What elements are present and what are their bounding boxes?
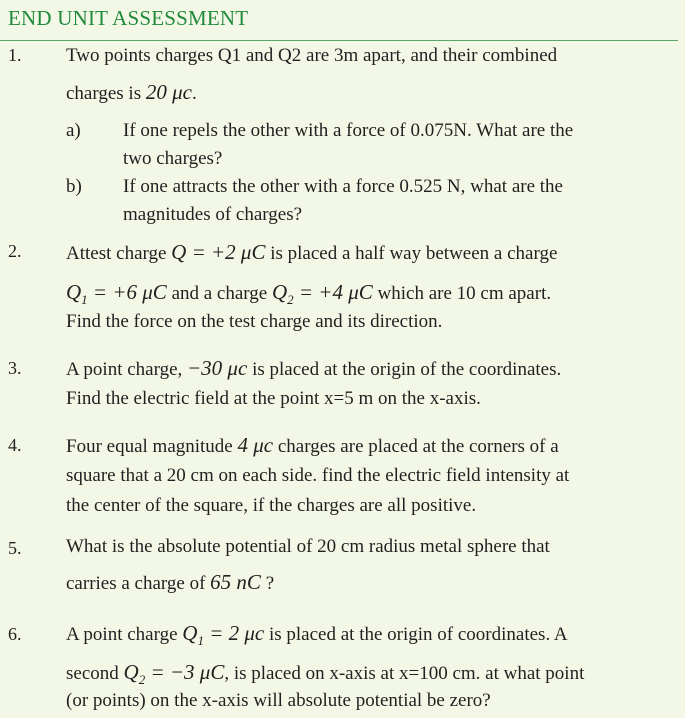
part-text: If one repels the other with a force of 0.075N. What are the xyxy=(123,120,574,141)
math-expression: 20 μc xyxy=(145,80,192,104)
math-expression: $Q_2 = -3$ μC xyxy=(123,660,225,688)
question-number: 3. xyxy=(8,358,22,378)
question-number: 6. xyxy=(8,624,22,644)
question-text-cont: Find the force on the test charge and its direction. xyxy=(66,311,443,332)
part-text-cont: two charges? xyxy=(123,148,223,169)
question-text: A point charge $Q_1 = 2$ μc is placed at the origin of coordinates. A xyxy=(66,621,568,649)
math-expression: Q = +2 μC xyxy=(171,240,266,264)
math-expression: $Q_1 = 2$ μc xyxy=(182,621,265,649)
question-text-cont: (or points) on the x-axis will absolute potential be zero? xyxy=(66,690,491,711)
math-expression: 65 nC xyxy=(210,570,261,594)
question-text-cont: $Q_1 = +6$ μC and a charge $Q_2 = +4$ μC which are 10 cm apart. xyxy=(66,280,552,308)
part-text-cont: magnitudes of charges? xyxy=(123,204,303,225)
question-text: Four equal magnitude 4 μc charges are placed at the corners of a xyxy=(66,433,559,457)
header-divider xyxy=(0,40,678,41)
part-letter: b) xyxy=(66,176,82,197)
question-text-cont: square that a 20 cm on each side. find the electric field intensity at xyxy=(66,465,570,486)
question-text-cont: charges is 20 μc. xyxy=(66,80,197,104)
math-expression: $Q_1 = +6$ μC xyxy=(66,280,167,308)
question-number: 4. xyxy=(8,435,22,455)
question-text-cont: second $Q_2 = -3$ μC, is placed on x-axis at x=100 cm. at what point xyxy=(66,660,585,688)
question-text: Two points charges Q1 and Q2 are 3m apart, and their combined xyxy=(66,45,558,66)
part-letter: a) xyxy=(66,120,81,141)
section-title: END UNIT ASSESSMENT xyxy=(8,6,249,30)
question-text: Attest charge Q = +2 μC is placed a half way between a charge xyxy=(66,240,558,264)
question-text-cont: the center of the square, if the charges are all positive. xyxy=(66,495,477,516)
math-expression: −30 μc xyxy=(187,356,248,380)
part-text: If one attracts the other with a force 0.525 N, what are the xyxy=(123,176,563,197)
question-number: 1. xyxy=(8,45,22,65)
question-number: 5. xyxy=(8,538,22,558)
math-expression: $Q_2 = +4$ μC xyxy=(271,280,373,308)
question-number: 2. xyxy=(8,241,22,261)
question-text: A point charge, −30 μc is placed at the origin of the coordinates. xyxy=(66,356,562,380)
question-text-cont: carries a charge of 65 nC ? xyxy=(66,570,275,594)
math-expression: 4 μc xyxy=(237,433,274,457)
question-text-cont: Find the electric field at the point x=5 m on the x-axis. xyxy=(66,388,481,409)
question-text: What is the absolute potential of 20 cm radius metal sphere that xyxy=(66,536,550,557)
